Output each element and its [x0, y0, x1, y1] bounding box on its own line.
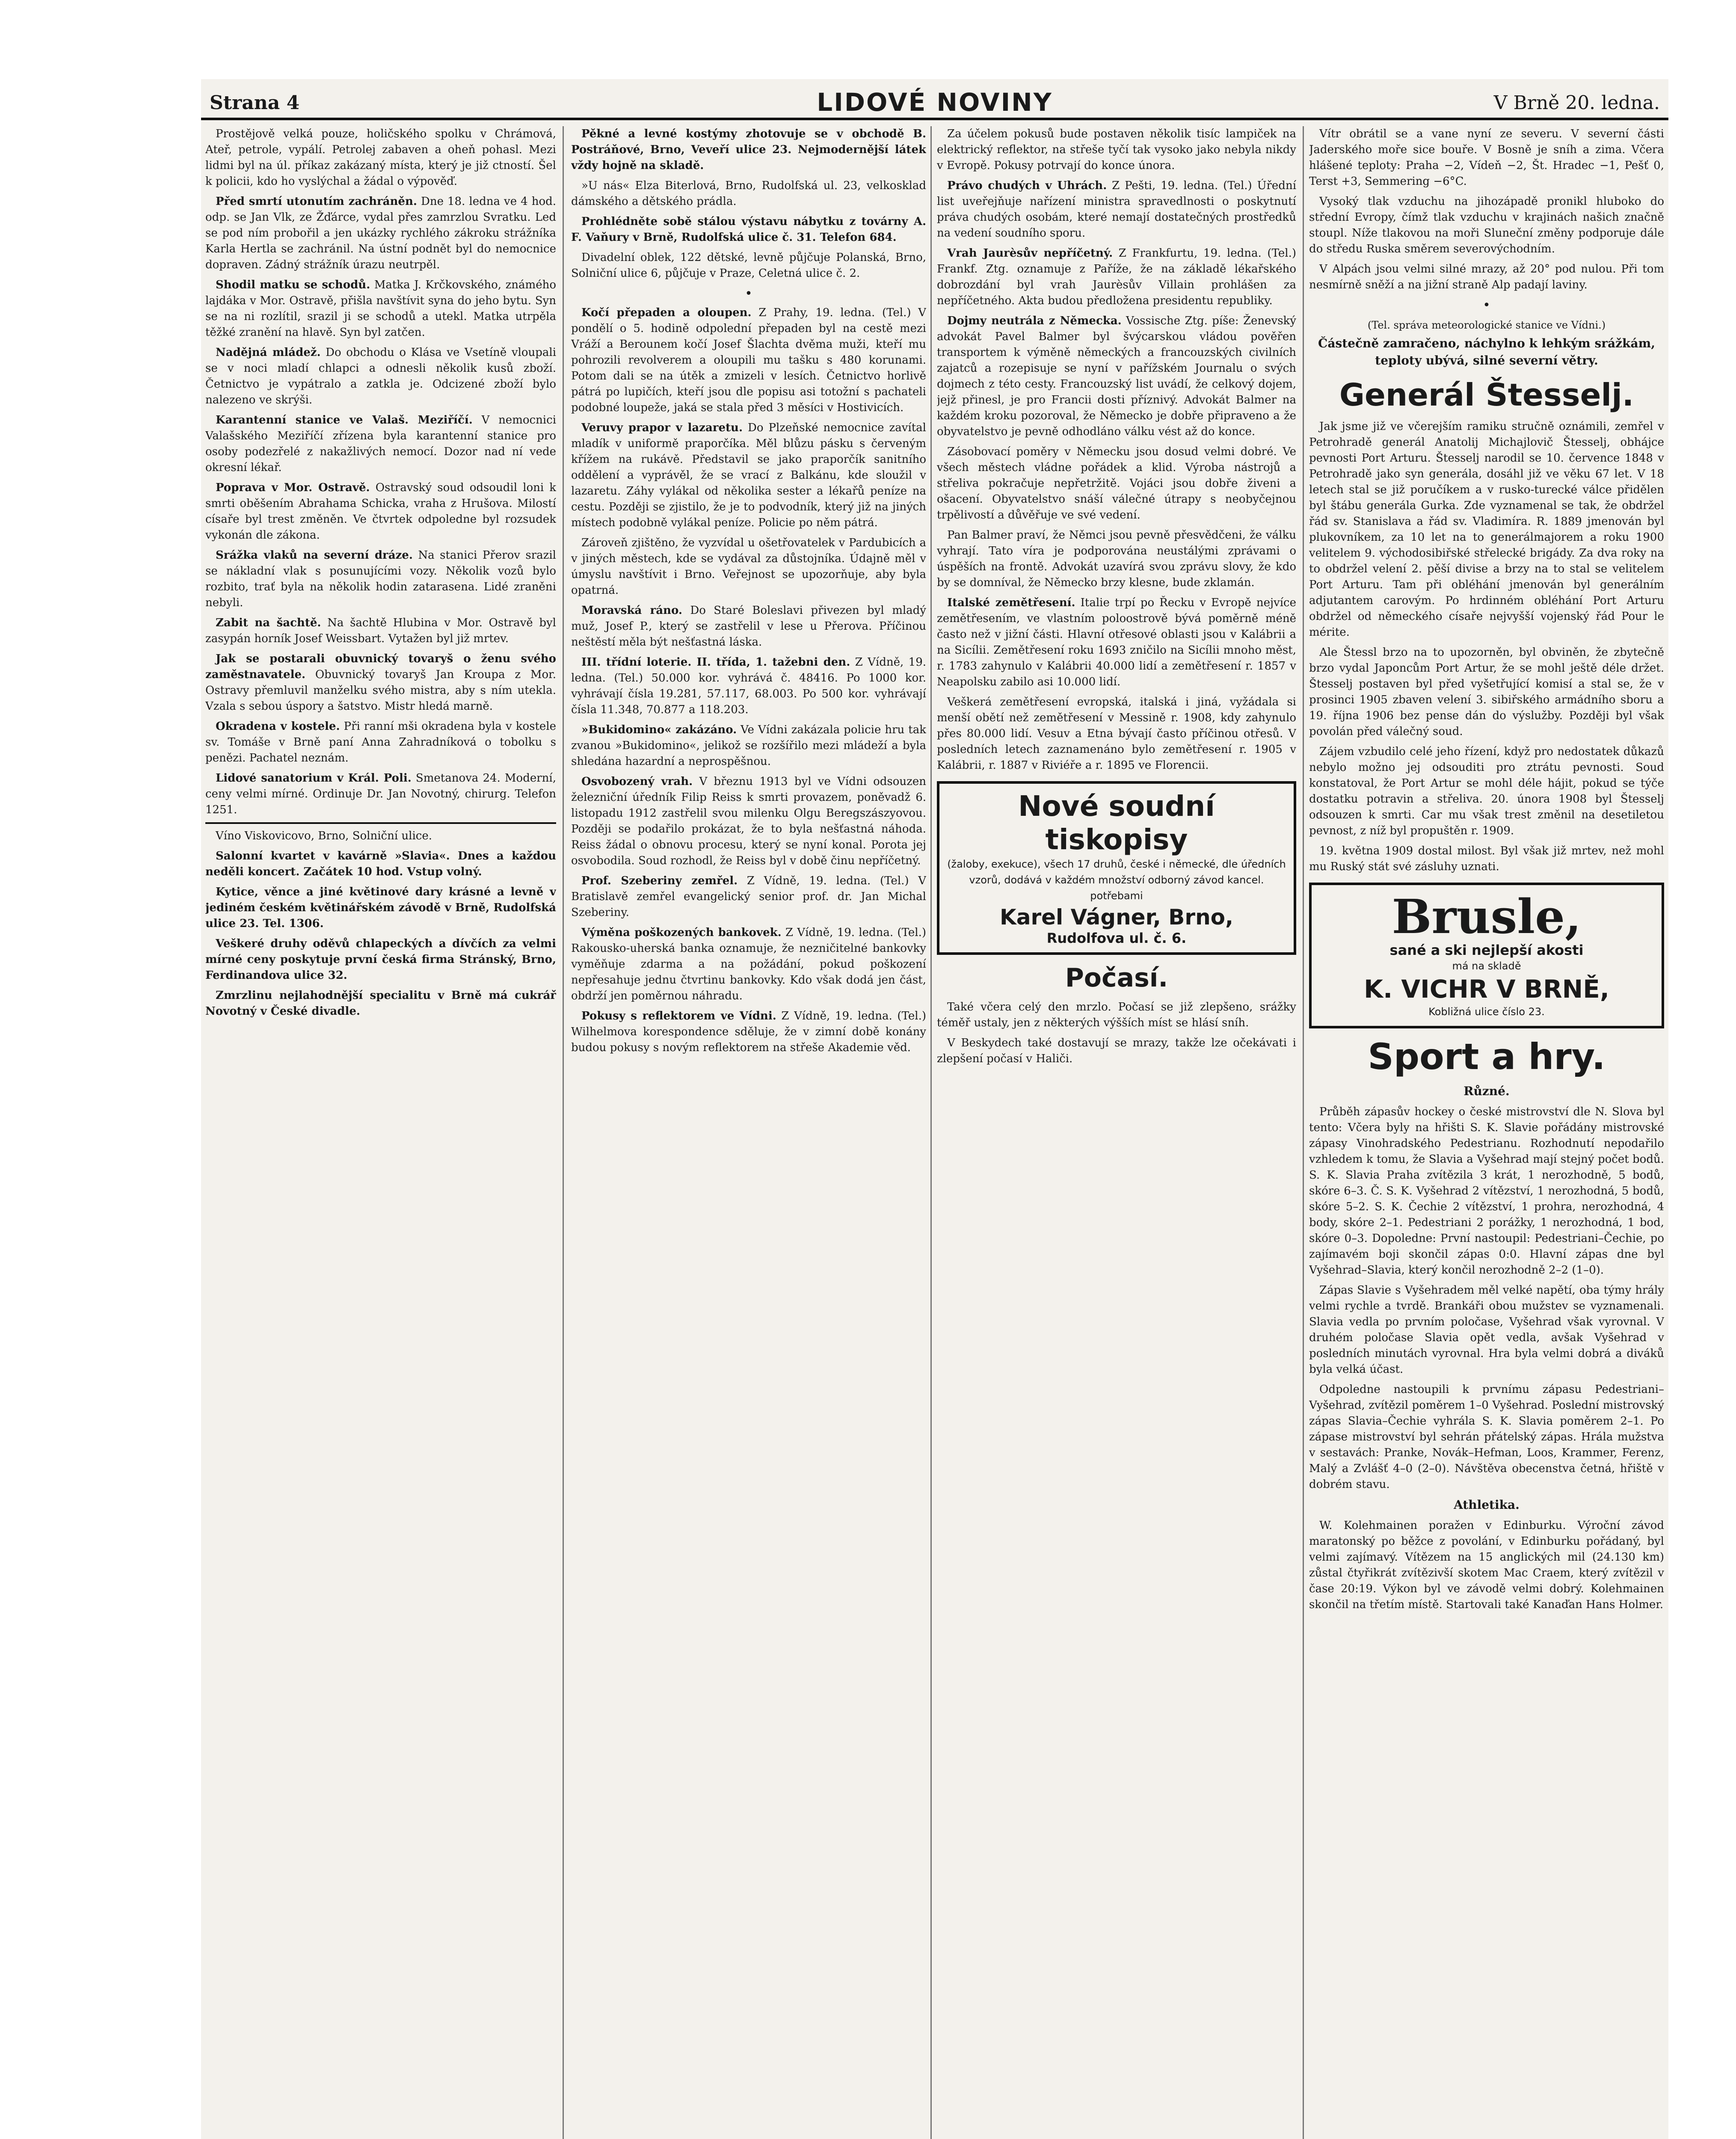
- article-text: Italské zemětřesení. Italie trpí po Řecku v Evropě nejvíce zemětřesením, ve vlastním poloostrově bývá poměrně méně často než v jižní části. Hlavní otřesové oblasti jsou v Kalábrii a na Sicílii. Zemětřesení roku 1693 zničilo na Sicílii mnoho měst, r. 1783 zahynulo v Kalábrii 40.000 lidí a zemětřesení r. 1857 v Neapolsku zabilo asi 10.000 lidí.: [937, 596, 1296, 688]
- article-headline: Poprava v Mor. Ostravě.: [216, 481, 370, 494]
- article-text: 19. května 1909 dostal milost. Byl však již mrtev, než mohl mu Ruský stát své zásluhy uznati.: [1309, 844, 1664, 873]
- article-text: Prof. Szeberiny zemřel. Z Vídně, 19. ledna. (Tel.) V Bratislavě zemřel evangelický senior prof. dr. Jan Michal Szeberiny.: [571, 874, 926, 919]
- article-text: Právo chudých v Uhrách. Z Pešti, 19. ledna. (Tel.) Úřední list uveřejňuje nařízení ministra spravedlnosti o poskytnutí práva chudých osobám, které nemají dostatečných prostředků na vedení soudního sporu.: [937, 179, 1296, 240]
- ad-text: má na skladě: [1452, 960, 1521, 972]
- article-headline: Kočí přepaden a oloupen.: [581, 306, 752, 319]
- article-headline: Jak se postarali obuvnický tovaryš o ženu svého zaměstnavatele.: [205, 652, 556, 681]
- newspaper-page: [201, 79, 1668, 2139]
- article-headline: Zabit na šachtě.: [216, 616, 321, 629]
- article-text: Pokusy s reflektorem ve Vídni. Z Vídně, 19. ledna. (Tel.) Wilhelmova korespondence sděluje, že v zimní době konány budou pokusy s novým reflektorem na střeše Akademie věd.: [571, 1010, 926, 1054]
- column-3: [937, 126, 1296, 2139]
- article-headline: Před smrtí utonutím zachráněn.: [216, 195, 417, 208]
- weather-forecast: Částečně zamračeno, náchylno k lehkým srážkám, teploty ubývá, silné severní větry.: [1318, 336, 1655, 367]
- article-text: V Alpách jsou velmi silné mrazy, až 20° pod nulou. Při tom nesmírně sněží a na jižní straně Alp padají laviny.: [1309, 263, 1664, 291]
- article-text: Prostějově velká pouze, holičského spolku v Chrámová, Ateř, petrole, vypálí. Petrolej zabaven a oheň pohasl. Mezi lidmi byl na úl. příkaz zakázaný místa, který je již ctností. Šel k policii, kdo ho vyslýchal a žádal o výpověď.: [205, 127, 556, 188]
- article-text: Vítr obrátil se a vane nyní ze severu. V severní části Jaderského moře sice bouře. V Bosně je sníh a zima. Včera hlášené teploty: Praha −2, Vídeň −2, Št. Hradec −1, Pešť 0, Terst +3, Semmering −6°C.: [1309, 127, 1664, 188]
- article-headline: Vrah Jaurèsův nepříčetný.: [947, 247, 1113, 260]
- ad-address: Kobližná ulice číslo 23.: [1428, 1006, 1545, 1018]
- article-headline: Veruvy prapor v lazaretu.: [581, 421, 743, 434]
- article-headline: Pokusy s reflektorem ve Vídni.: [581, 1010, 776, 1022]
- column-4: [1309, 126, 1664, 2139]
- column-divider: [930, 126, 932, 2139]
- weather-source: (Tel. správa meteorologické stanice ve Vídni.): [1367, 319, 1606, 331]
- article-text: Před smrtí utonutím zachráněn. Dne 18. ledna ve 4 hod. odp. se Jan Vlk, ze Žďárce, vydal přes zamrzlou Svratku. Led se pod ním probořil a jen ukázky rychlého zákroku strážníka Karla Hertla se zachránil. Na ústní podnět byl do nemocnice dopraven. Zádný strážník úrazu neutrpěl.: [205, 195, 556, 271]
- column-divider: [1303, 126, 1304, 2139]
- classified-ad: Prohlédněte sobě stálou výstavu nábytku z továrny A. F. Vaňury v Brně, Rudolfská ulice č. 31. Telefon 684.: [571, 215, 926, 244]
- article-text: Zároveň zjištěno, že vyzvídal u ošetřovatelek v Pardubicích a v jiných městech, kde se vydával za důstojníka. Údajně měl v úmyslu navštívit i Brno. Veřejnost se upozorňuje, aby byla opatrná.: [571, 536, 926, 597]
- dateline: V Brně 20. ledna.: [1493, 92, 1660, 114]
- classified-ad: Divadelní oblek, 122 dětské, levně půjčuje Polanská, Brno, Solniční ulice 6, půjčuje v Praze, Celetná ulice č. 2.: [571, 251, 926, 280]
- article-text: Veruvy prapor v lazaretu. Do Plzeňské nemocnice zavítal mladík v uniformě praporčíka. Měl blůzu pásku s červeným křížem na rukávě. Představil se jako praporčík sanitního oddělení a vyprávěl, že se vrací z Balkánu, kde sloužil v lazaretu. Záhy vylákal od několika sester a lékařů peníze na cestu. Později se zjistilo, že je to podvodník, který již na jiných místech podobně vylákal peníze. Policie po něm pátrá.: [571, 421, 926, 529]
- article-headline: Italské zemětřesení.: [947, 596, 1075, 609]
- article-headline: Prof. Szeberiny zemřel.: [581, 874, 738, 887]
- section-subtitle: Athletika.: [1454, 1498, 1520, 1512]
- article-headline: »Bukidomino« zakázáno.: [581, 723, 737, 736]
- article-headline: Dojmy neutrála z Německa.: [947, 314, 1122, 327]
- article-headline: Výměna poškozených bankovek.: [581, 926, 782, 939]
- article-headline: Shodil matku se schodů.: [216, 278, 370, 291]
- ad-subtitle: sané a ski nejlepší akosti: [1389, 942, 1584, 958]
- article-headline: Karantenní stanice ve Valaš. Meziříčí.: [216, 414, 473, 427]
- article-headline: Právo chudých v Uhrách.: [947, 179, 1107, 192]
- article-text: Zápas Slavie s Vyšehradem měl velké napětí, oba týmy hrály velmi rychle a tvrdě. Brankáři obou mužstev se vyznamenali. Slavia vedla po prvním poločase, Vyšehrad však vyrovnal. V druhém poločase Slavia opět vedla, avšak Vyšehrad v posledních minutách vyrovnal. Hra byla velmi dobrá a diváků byla velká účast.: [1309, 1284, 1664, 1376]
- article-text: Osvobozený vrah. V březnu 1913 byl ve Vídni odsouzen železniční úředník Filip Reiss k smrti provazem, poněvadž 6. listopadu 1912 zastřelil svou milenku Olgu Beregszászyovou. Později se podařilo prokázat, že to byla nešťastná náhoda. Reiss žádal o obnovu procesu, který se nyní konal. Porota jej osvobodila. Soud rozhodl, že Reiss byl v době činu nepříčetný.: [571, 775, 926, 867]
- article-text: Jak jsme již ve včerejším ramiku stručně oznámili, zemřel v Petrohradě generál Anatolij Michajlovič Štesselj, obhájce pevnosti Port Arturu. Štesselj narodil se 10. července 1848 v Petrohradě jako syn generála, dosáhl již ve věku 67 let. V 18 letech stal se již poručíkem a v rusko-turecké válce přidělen byl štábu generála Gurka. Zde vyznamenal se tak, že obdržel řád sv. Stanislava a řád sv. Vladimíra. R. 1889 jmenován byl plukovníkem, za 10 let na to generálmajorem a roku 1900 velitelem 9. východosibiřské střelecké brigády. Za dva roky na to obdržel velení 2. pěší divise a brzy na to stal se velitelem Port Arturu. Tam při obléhání jmenován byl generálním adjutantem carovým. Po hrdinném obléhání Port Arturu obdržel od německého císaře nejvyšší vojenský řád Pour le mérite.: [1309, 420, 1664, 639]
- separator-star: •: [1483, 298, 1490, 313]
- ad-company: Karel Vágner, Brno,: [999, 905, 1234, 930]
- article-text: Zájem vzbudilo celé jeho řízení, když pro nedostatek důkazů nebylo možno jej odsouditi pro ztrátu pevnosti. Soud konstatoval, že Port Artur se mohl déle hájit, pokud se týče dostatku potravin a střeliva. 20. února 1908 byl Štesselj odsouzen k smrti. Car mu však trest změnil na desetiletou pevnost, z níž byl propuštěn r. 1909.: [1309, 745, 1664, 837]
- article-text: Průběh zápasův hockey o české mistrovství dle N. Slova byl tento: Včera byly na hřišti S. K. Slavie pořádány mistrovské zápasy Vinohradského Pedestrianu. Rozhodnutí nepodařilo vzhledem k tomu, že Slavia a Vyšehrad mají stejný počet bodů. S. K. Slavia Praha zvítězila 3 krát, 1 nerozhodně, 5 bodů, skóre 6–3. Č. S. K. Vyšehrad 2 vítězství, 1 nerozhodná, 5 bodů, skóre 5–2. S. K. Čechie 2 vítězství, 1 prohra, nerozhodná, 4 body, skóre 2–1. Pedestriani 2 porážky, 1 nerozhodná, 1 bod, skóre 0–3. Dopoledne: První nastoupil: Pedestriani–Čechie, po zajímavém boji skončil zápas 0:0. Hlavní zápas dne byl Vyšehrad–Slavia, který končil nerozhodně 2–2 (1–0).: [1309, 1105, 1664, 1277]
- article-text: Také včera celý den mrzlo. Počasí se již zlepšeno, srážky téměř ustaly, jen z některých výšších míst se hlásí sníh.: [937, 1001, 1296, 1029]
- article-text: Vysoký tlak vzduchu na jihozápadě pronikl hluboko do střední Evropy, čímž tlak vzduchu v krajinách našich značně stoupl. Níže tlakovou na moři Sluneční změny podporuje dále do středu Ruska směrem severovýchodním.: [1309, 195, 1664, 255]
- article-text: Nadějná mládež. Do obchodu o Klása ve Vsetíně vloupali se v noci mladí chlapci a odnesli několik kusů zboží. Četnictvo je vypátralo a zatkla je. Odcizené zboží bylo nalezeno ve skrýši.: [205, 346, 556, 406]
- classified-ad: Kytice, věnce a jiné květinové dary krásné a levně v jediném českém květinářském závodě v Brně, Rudolfská ulice 23. Tel. 1306.: [205, 886, 556, 930]
- article-text: Výměna poškozených bankovek. Z Vídně, 19. ledna. (Tel.) Rakousko-uherská banka oznamuje, že nezničitelné bankovky vyměňuje zdarma a na požádání, pokud poškození nepřesahuje jednu čtvrtinu bankovky. Kdo však dodá jen část, obdrží jen poměrnou náhradu.: [571, 926, 926, 1002]
- classified-ad: Víno Viskovicovo, Brno, Solniční ulice.: [216, 830, 433, 842]
- article-headline: Lidové sanatorium v Král. Poli.: [216, 772, 412, 785]
- article-text: Zabit na šachtě. Na šachtě Hlubina v Mor. Ostravě byl zasypán horník Josef Weissbart. Vytažen byl již mrtev.: [205, 616, 556, 645]
- ad-title: Nové soudní tiskopisy: [1018, 790, 1215, 856]
- page-header: [201, 88, 1668, 120]
- section-title-weather: Počasí.: [1065, 963, 1168, 993]
- article-text: Karantenní stanice ve Valaš. Meziříčí. V nemocnici Valašského Meziříčí zřízena byla karantenní stanice pro osoby podezřelé z nakažlivých nemocí. Dozor nad ní vede okresní lékař.: [205, 414, 556, 474]
- article-text: Poprava v Mor. Ostravě. Ostravský soud odsoudil loni k smrti oběšením Abrahama Schicka, vraha z Hrušova. Milostí císaře byl trest změněn. Ve čtvrtek odpoledne byl rozsudek vykonán dle zákona.: [205, 481, 556, 542]
- article-text: Okradena v kostele. Při ranní mši okradena byla v kostele sv. Tomáše v Brně paní Anna Zahradníková o tobolku s penězi. Pachatel neznám.: [205, 720, 556, 764]
- article-text: Veškerá zemětřesení evropská, italská i jiná, vyžádala si menší obětí než zemětřesení v Messině r. 1908, kdy zahynulo přes 80.000 lidí. Vesuv a Etna bývají často příčinou otřesů. V posledních letech zaznamenáno bylo zemětřesení r. 1905 v Kalábrii, r. 1887 v Riviéře a r. 1895 ve Florencii.: [937, 696, 1296, 772]
- classified-ad: Veškeré druhy oděvů chlapeckých a dívčích za velmi mírné ceny poskytuje první česká firma Stránský, Brno, Ferdinandova ulice 32.: [205, 937, 556, 982]
- column-divider: [563, 126, 564, 2139]
- ad-company: K. VICHR V BRNĚ,: [1364, 975, 1609, 1004]
- article-text: Ale Štessl brzo na to upozorněn, byl obviněn, že zbytečně brzo vydal Japoncům Port Artur, že se mohl ještě déle držet. Štesselj postaven byl před vyšetřující komisí a stal se, že v prosinci 1905 zbaven velení 3. sibiřského armádního sboru a 19. října 1906 bez pense dán do výslužby. Později byl však povolán před válečný soud.: [1309, 646, 1664, 738]
- article-text: W. Kolehmainen poražen v Edinburku. Výroční závod maratonský po běžce z povolání, v Edinburku pořádaný, byl velmi zajímavý. Vítězem na 15 anglických mil (24.130 km) zůstal čtyřikrát zvítězivší skotem Mac Craem, který zvítězil v čase 20:19. Výkon byl ve závodě velmi dobrý. Kolehmainen skončil na třetím místě. Startovali také Kanaďan Hans Holmer.: [1309, 1519, 1664, 1611]
- article-text: Moravská ráno. Do Staré Boleslavi přivezen byl mladý muž, Josef P., který se zastřelil v lese u Přerova. Příčinou neštěstí měla být nešťastná láska.: [571, 604, 926, 649]
- column-1: [205, 126, 556, 2139]
- classified-ad: Salonní kvartet v kavárně »Slavia«. Dnes a každou neděli koncert. Začátek 10 hod. Vstup volný.: [205, 850, 556, 878]
- article-headline: Srážka vlaků na severní dráze.: [216, 549, 413, 562]
- classified-ad: »U nás« Elza Biterlová, Brno, Rudolfská ul. 23, velkosklad dámského a dětského prádla.: [571, 179, 926, 208]
- article-headline: Okradena v kostele.: [216, 720, 340, 733]
- article-text: Za účelem pokusů bude postaven několik tisíc lampiček na elektrický reflektor, na střeše tyčí tak vysoko jako nebyla nikdy v Evropě. Pokusy potrvají do konce února.: [937, 127, 1296, 172]
- advertisement-brusle: [1309, 883, 1664, 1028]
- article-headline: Moravská ráno.: [581, 604, 682, 617]
- ad-address: Rudolfova ul. č. 6.: [1046, 930, 1187, 946]
- masthead: LIDOVÉ NOVINY: [817, 88, 1053, 117]
- article-headline: Nadějná mládež.: [216, 346, 321, 359]
- article-text: Odpoledne nastoupili k prvnímu zápasu Pedestriani–Vyšehrad, zvítězil poměrem 1–0 Vyšehrad. Poslední mistrovský zápas Slavia–Čechie vyhrála S. K. Slavia poměrem 2–1. Po zápase mistrovství byl sehrán přátelský zápas. Hrála mužstva v sestavách: Pranke, Novák–Hefman, Loos, Krammer, Ferenz, Malý a Zvlášť 4–0 (2–0). Návštěva obecenstva četná, hřiště v dobrém stavu.: [1309, 1383, 1664, 1491]
- section-title-sport: Sport a hry.: [1368, 1036, 1606, 1078]
- article-text: III. třídní loterie. II. třída, 1. tažebni den. Z Vídně, 19. ledna. (Tel.) 50.000 kor. vyhrává č. 48416. Po 1000 kor. vyhrávají čísla 19.281, 57.117, 68.003. Po 500 kor. vyhrávají čísla 11.348, 70.877 a 118.203.: [571, 656, 926, 716]
- advertisement-tiskopisy: [937, 781, 1296, 955]
- ad-title: Brusle,: [1392, 889, 1582, 944]
- article-text: Vrah Jaurèsův nepříčetný. Z Frankfurtu, 19. ledna. (Tel.) Frankf. Ztg. oznamuje z Paříže, že na základě lékařského dobrozdání byl vrah Jaurèsův Villain prohlášen za nepříčetného. Akta budou předložena presidentu republiky.: [937, 247, 1296, 307]
- column-2: [571, 126, 926, 2139]
- ad-body: (žaloby, exekuce), všech 17 druhů, české i německé, dle úředních vzorů, dodává v každém množství odborný závod kancel. potřebami: [947, 858, 1286, 902]
- article-headline: III. třídní loterie. II. třída, 1. tažebni den.: [581, 656, 850, 669]
- article-text: Jak se postarali obuvnický tovaryš o ženu svého zaměstnavatele. Obuvnický tovaryš Jan Kroupa z Mor. Ostravy přemluvil manželku svého mistra, aby s ním utekla. Vzala s sebou úspory a šatstvo. Mistr hledá marně.: [205, 652, 556, 713]
- article-text: Srážka vlaků na severní dráze. Na stanici Přerov srazil se nákladní vlak s posunujícími vozy. Několik vozů bylo rozbito, trať byla na několik hodin zatarasena. Lidé zraněni nebyli.: [205, 549, 556, 609]
- article-text: Shodil matku se schodů. Matka J. Krčkovského, známého lajdáka v Mor. Ostravě, přišla navštívit syna do jeho bytu. Syn se na ni rozlítil, srazil ji se schodů a utekl. Matka utrpěla těžké zranění na hlavě. Syn byl zatčen.: [205, 278, 556, 339]
- separator-star: •: [745, 286, 752, 301]
- article-title-stessel: Generál Štesselj.: [1339, 377, 1634, 413]
- classified-ad: Zmrzlinu nejlahodnější specialitu v Brně má cukrář Novotný v České divadle.: [205, 989, 556, 1018]
- article-text: Kočí přepaden a oloupen. Z Prahy, 19. ledna. (Tel.) V pondělí o 5. hodině odpolední přepaden byl na cestě mezi Vráží a Berounem kočí Josef Šlachta dvěma muži, kteří mu pohrozili revolverem a oloupili mu tašku s 480 korunami. Potom dali se na útěk a zmizeli v lesích. Četnictvo horlivě pátrá po lupičích, kteří jsou dle popisu asi totožní s pachateli podobné loupeže, jaká se stala před 3 měsíci v Hostivicích.: [571, 306, 926, 414]
- page-number: Strana 4: [210, 92, 300, 114]
- article-text: Pan Balmer praví, že Němci jsou pevně přesvědčeni, že válku vyhrají. Tato víra je podporována neustálými zprávami o úspěších na frontě. Advokát uzavírá svou zprávu slovy, že kdo by se domníval, že Německo brzy klesne, bude zklamán.: [937, 529, 1296, 589]
- article-text: Zásobovací poměry v Německu jsou dosud velmi dobré. Ve všech městech vládne pořádek a klid. Výroba nástrojů a střeliva pokračuje nepřetržitě. Vojáci jsou dobře živeni a ošacení. Obyvatelstvo snáší válečné útrapy s neobyčejnou trpělivostí a důvěřuje ve své vedení.: [937, 445, 1296, 521]
- section-subtitle: Různé.: [1463, 1084, 1510, 1098]
- article-text: V Beskydech také dostavují se mrazy, takže lze očekávati i zlepšení počasí v Haliči.: [937, 1037, 1296, 1065]
- article-text: Lidové sanatorium v Král. Poli. Smetanova 24. Moderní, ceny velmi mírné. Ordinuje Dr. Jan Novotný, chirurg. Telefon 1251.: [205, 772, 556, 816]
- article-text: Dojmy neutrála z Německa. Vossische Ztg. píše: Ženevský advokát Pavel Balmer byl švýcarskou vládou pověřen transportem k výměně německých a francouzských civilních zajatců a rozepisuje se nyní v pařížském Journalu o svých dojmech z této cesty. Francouzský list uvádí, že celkový dojem, jejž přinesl, je pro Francii dosti příznivý. Advokát Balmer na každém kroku pozoroval, že Německo je dobře připraveno a že obyvatelstvo je pevně odhodláno válku vést až do konce.: [937, 314, 1296, 438]
- classified-ad: Pěkné a levné kostýmy zhotovuje se v obchodě B. Postráňové, Brno, Veveří ulice 23. Nejmodernější látek vždy hojně na skladě.: [571, 127, 926, 172]
- article-headline: Osvobozený vrah.: [581, 775, 693, 788]
- article-text: »Bukidomino« zakázáno. Ve Vídni zakázala policie hru tak zvanou »Bukidomino«, jelikož se rozšířilo mezi mládeží a byla shledána hazardní a neprospěšnou.: [571, 723, 926, 768]
